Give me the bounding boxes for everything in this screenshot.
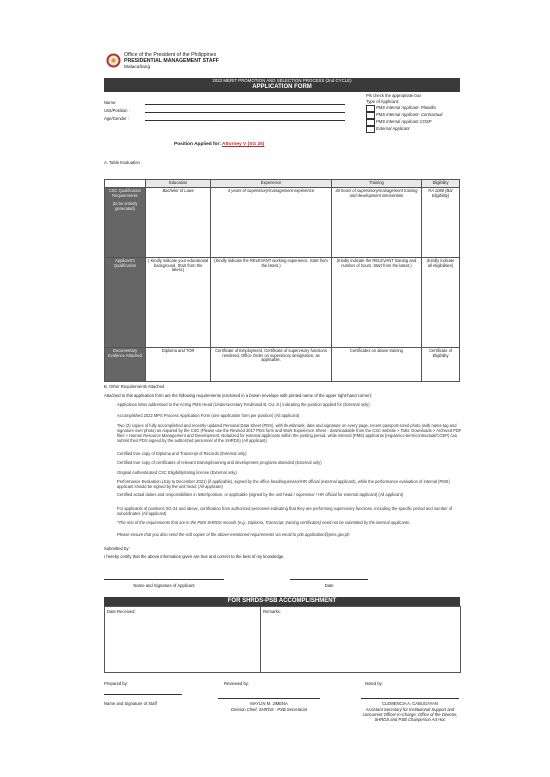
staff-name: PRESIDENTIAL MANAGEMENT STAFF [124,58,219,64]
req-item-4: Certified true copy of Diploma and Transcript of Records (External only) [117,451,247,456]
form-title: APPLICATION FORM [252,84,312,90]
csc-experience: 4 years of supervisory/management experience [211,187,331,257]
col-education: Education [146,180,211,188]
req-item-9: For applicants of positions SG-24 and above, certification from authorized personnel indicating that they are performing supervisory functions, including the specific period and number of subordinates (All applicant) [117,506,453,516]
shrds-divider [260,607,261,672]
col-experience: Experience [211,180,331,188]
option-external: External Applicant [376,126,410,131]
csc-education: Bachelor of Laws [146,187,211,257]
reviewer-name: MAYLIN M. JIMENA [250,701,288,706]
row-head-documents: Documentary Evidence Attached [105,347,146,381]
noter-title: Assistant Secretary for Institutional Support and concurrent Officer-in-Charge, Office of the Director, SHRDS and PSB Chairperson Ad Hoc [362,707,458,722]
evaluation-table [104,179,460,382]
req-item-2: Accomplished 2022 MPS Process Application Form (one application form per position) (All applicant) [117,413,300,418]
position-value: Attorney V (SG 25) [222,142,265,147]
date-received-label: Date Received: [107,609,136,614]
applicant-experience[interactable]: (Kindly indicate the RELEVANT working experience. Start from the latest.) [211,257,331,347]
form-banner [104,78,460,92]
req-item-3: Two (2) copies of fully accomplished and recently updated Personal Data Sheet (PDS), with thumbmark, date and signature on every page, recent passport-sized photo (with name tag and signature over photo) as required by the CSC (Please use the Revised 2017 PDS form and Work Experience Sheet - downloadable from the CSC website > Tabs: Downloads > Archived PDF files > Human Resource Management and Development. Notarized for external applicants within the posting period, while internal (PMS) applicants (regular/co-term/contractual/COSP) can submit their PDS signed by the authorized personnel of the SHRDS) (All applicant) [117,423,462,443]
row-head-applicant: Applicant's Qualification [105,257,146,347]
reviewer-signature-line [218,698,320,699]
req-item-6: Original Authenticated CSC Eligibility/rating license (External only) [117,470,237,475]
option-plantilla: PMS Internal Applicant- Plantilla [376,105,436,110]
applicant-education[interactable]: ( Kindly indicate your educational background. Start from the latest.) [146,257,211,347]
row-head-csc [105,187,146,257]
req-item-7: Performance Evaluation (July to December 2021) (if applicable), signed by the office head/supervisor/HR official (external applicant), while the performance evaluation of internal (PMS) applicant should be signed by the unit head. (All applicant) [117,479,450,489]
date-line[interactable] [290,579,368,580]
pms-seal [106,53,121,68]
doc-experience: Certificate of Employment, Certificate of supervisory functions rendered, Office Order on supervisory designation, as applicable. [211,347,331,381]
col-training: Training [331,180,421,188]
option-cosp: PMS Internal Applicant COSP [376,119,432,124]
section-b-title: B. Other Requirements Attached [104,384,165,389]
reviewed-by-label: Reviewed by: [224,681,250,686]
shrds-banner: FOR SHRDS-PSB ACCOMPLISHMENT [104,597,460,606]
corner-cell [105,180,146,188]
process-title: 2022 MERIT PROMOTION AND SELECTION PROCESS (2nd CYCLE) [212,78,352,83]
position-label: Position Applied for: [174,142,221,147]
req-item-1: Application letter addressed to the Acting PMS Head (Undersecretary Ferdinand B. Cui Jr.) indicating the position applied for (External only) [117,402,370,407]
option-contractual: PMS Internal Applicant- Contractual [376,112,443,117]
row-head-csc-note: (to be entirely generated) [112,201,138,212]
checkbox-contractual[interactable] [366,112,375,119]
office-name: Office of the President of the Philippines [124,52,217,58]
name-field[interactable] [145,104,345,105]
checkbox-cosp[interactable] [366,119,375,126]
req-item-5: Certified true copy of certificates of relevant training/learning and development programs attended (External only) [117,460,322,465]
date-label: Date [324,583,334,588]
note-2: Please ensure that you also send the soft copies of the above-mentioned requirements via email to pds.application@pms.gov.ph [117,532,350,537]
prepared-by-label: Prepared by: [104,681,128,686]
location: Malacañang [124,65,151,70]
reviewer-title: Division Chief, SHRDS - PSB Secretariat [230,707,308,712]
note-1: *The rest of the requirements that are in the PMS SHRDS records (e.g., Diploma, Transcript, training certificates) need not be submitted by the internal applicants. [117,520,411,525]
applicant-signature-label: Name and Signature of Applicant [133,583,195,588]
checkbox-plantilla[interactable] [366,105,375,112]
csc-training: 40 hours of supervisory/management training and development intervention [331,187,421,257]
age-gender-field[interactable] [145,120,345,121]
section-b-intro: Attached to this application form are the following requirements (enclosed in a brown envelope with printed name of the upper right-hand corner): [104,393,373,398]
section-a-title: A. Table Evaluation [104,160,140,165]
certify-text: I hereby certify that the above information given are true and correct to the best of my knowledge. [104,554,285,559]
applicant-eligibility[interactable]: (Kindly indicate all eligibilities) [422,257,460,347]
row-head-csc-label: CSC Qualification Requirements [108,187,142,198]
doc-education: Diploma and TOR [146,347,211,381]
noter-name: CLEMENCIA A. CABUGAYAN [382,701,438,706]
applicant-signature-line[interactable] [104,579,224,580]
checkbox-external[interactable] [366,126,375,133]
col-eligibility: Eligibility [422,180,460,188]
csc-eligibility: RA 1080 (Bar Eligibility) [422,187,460,257]
shrds-box [104,606,461,673]
doc-eligibility: Certificate of Eligibility [422,347,460,381]
staff-signature-line[interactable] [104,694,182,695]
submitted-by: Submitted by: [104,546,130,551]
remarks-label: Remarks: [263,609,281,614]
doc-training: Certificates on above training [331,347,421,381]
staff-label: Name and Signature of Staff [104,701,157,706]
applicant-training[interactable]: (Kindly indicate the RELEVANT training and number of hours. Start from the latest.) [331,257,421,347]
check-prompt: Pls check the appropriate box [366,93,422,98]
applicant-type-title: Type of Applicant: [366,99,400,104]
noted-by-label: Noted by: [365,681,383,686]
age-gender-label: Age/Gender : [104,116,129,121]
name-label: Name: [104,100,117,105]
req-item-8: Certified actual duties and responsibilities in letter/position, or applicable (signed by the unit head / supervisor / HR official for external applicant) (All applicant) [117,492,404,497]
noter-signature-line [361,698,459,699]
unit-field[interactable] [145,112,345,113]
unit-label: Unit/Position : [104,108,130,113]
